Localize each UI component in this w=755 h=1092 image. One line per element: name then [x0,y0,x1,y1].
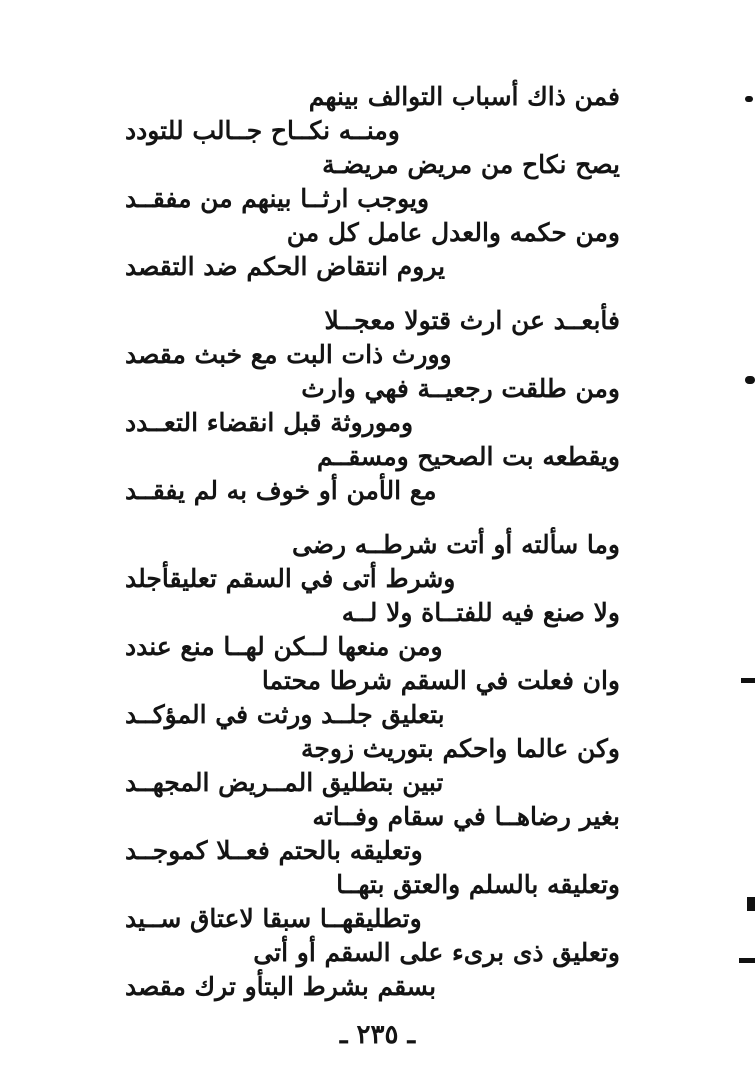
first-hemistich: ويقطعه بت الصحيح ومسقــم [316,442,620,471]
page-number: ـ ٢٣٥ ـ [339,1020,416,1050]
verse [110,148,620,216]
verse [110,216,620,284]
first-hemistich: وان فعلت في السقم شرطا محتما [261,666,620,695]
scan-edge-mark [745,96,753,102]
first-hemistich: وكن عالما واحكم بتوريث زوجة [301,734,620,763]
first-hemistich: يصح نكاح من مريض مريضـة [322,150,620,179]
first-hemistich: وتعليق ذى برىء على السقم أو أتى [253,938,620,967]
first-hemistich: وتعليقه بالسلم والعتق بتهــا [336,870,620,899]
first-hemistich: ومن حكمه والعدل عامل كل من [286,218,620,247]
first-hemistich: بغير رضاهــا في سقام وفــاته [312,802,620,831]
second-hemistich: تبين بتطليق المــريض المجهــد [125,768,444,797]
first-hemistich: فأبعــد عن ارث قتولا معجــلا [324,306,620,335]
second-hemistich: مع الأمن أو خوف به لم يفقــد [125,476,437,505]
second-hemistich: ومنــه نكــاح جــالب للتودد [125,116,400,145]
second-hemistich: وورث ذات البت مع خبث مقصد [125,340,452,369]
verse [110,664,620,732]
verse [110,440,620,508]
verse [110,80,620,148]
verse [110,800,620,868]
second-hemistich: ومن منعها لــكن لهــا منع عندد [125,632,443,661]
scan-edge-mark [739,958,755,963]
verse [110,528,620,596]
second-hemistich: يروم انتقاض الحكم ضد التقصد [125,252,446,281]
verse [110,732,620,800]
second-hemistich: وشرط أتى في السقم تعليقأجلد [125,564,456,593]
second-hemistich: وتطليقهــا سبقا لاعتاق ســيد [125,904,422,933]
scan-edge-mark [745,376,755,384]
scan-edge-mark [747,897,755,911]
first-hemistich: ولا صنع فيه للفتــاة ولا لــه [341,598,620,627]
verse [110,868,620,936]
first-hemistich: ومن طلقت رجعيــة فهي وارث [301,374,620,403]
verse [110,936,620,1004]
scan-edge-mark [741,678,755,683]
verse [110,596,620,664]
verse [110,372,620,440]
second-hemistich: ويوجب ارثــا بينهم من مفقــد [125,184,430,213]
first-hemistich: فمن ذاك أسباب التوالف بينهم [308,82,620,111]
second-hemistich: وتعليقه بالحتم فعــلا كموجــد [125,836,423,865]
first-hemistich: وما سألته أو أتت شرطــه رضى [291,530,620,559]
second-hemistich: بسقم بشرط البتأو ترك مقصد [125,972,437,1001]
second-hemistich: وموروثة قبل انقضاء التعــدد [125,408,414,437]
second-hemistich: بتعليق جلــد ورثت في المؤكــد [125,700,445,729]
verse [110,304,620,372]
poem-block [110,80,620,1004]
